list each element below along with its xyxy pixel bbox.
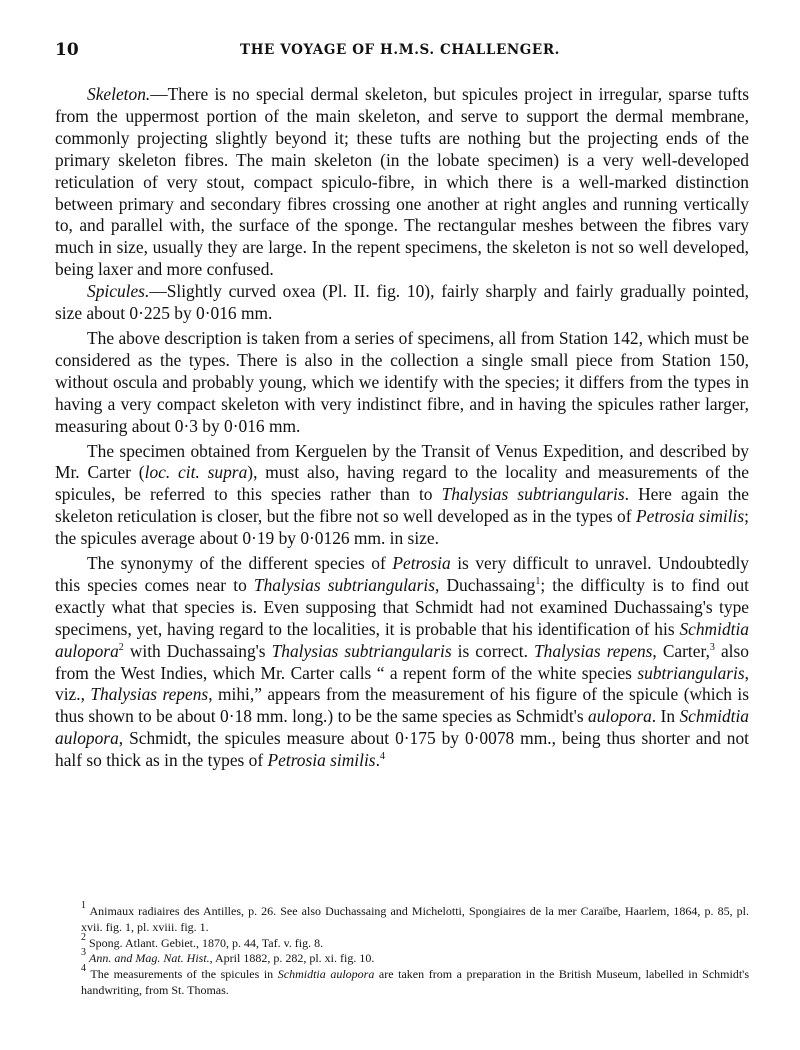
paragraph-synonymy: The synonymy of the different species of Petrosia is very difficult to unravel. Undoubtedly this species comes near to Thalysias subtriangularis, Duchassaing$^1$; the difficulty is to find out exactly what that species is. Even supposing that Schmidt had not examined Duchassaing's type specimens, yet, having regard to the localities, it is probable that his identification of his Schmidtia aulopora$^2$ with Duchassaing's Thalysias subtriangularis is correct. Thalysias repens, Carter,$^3$ also from the West Indies, which Mr. Carter calls “ a repent form of the white species subtriangularis, viz., Thalysias repens, mihi,” appears from the measurement of his figure of the spicule (which is thus shown to be about 0·18 mm. long.) to be the same species as Schmidt's aulopora. In Schmidtia aulopora, Schmidt, the spicules measure about 0·175 by 0·0078 mm., being thus shorter and not half so thick as in the types of Petrosia similis.$^4$ bbox=[55, 553, 750, 771]
main-text bbox=[55, 84, 749, 775]
footnote-2: $^2$ Spong. Atlant. Gebiet., 1870, p. 44, Taf. v. fig. 8. bbox=[81, 931, 324, 950]
page-number: 10 bbox=[55, 40, 79, 60]
paragraph-skeleton bbox=[55, 84, 749, 281]
running-title: THE VOYAGE OF H.M.S. CHALLENGER. bbox=[240, 42, 560, 58]
page-header bbox=[55, 40, 745, 64]
footnotes bbox=[55, 900, 750, 999]
paragraph-text: —There is no special dermal skeleton, but spicules project in irregular, sparse tufts from the uppermost portion of the main skeleton, and serve to support the dermal membrane, commonly projecting slightly beyond it; these tufts are nothing but the projecting ends of the primary skeleton fibres. The main skeleton (in the lobate specimen) is a very well-developed reticulation of very stout, compact spiculo-fibre, in which there is a well-marked distinction between primary and secondary fibres crossing one another at right angles and running vertically to, and parallel with, the surface of the sponge. The rectangular meshes between the fibres vary much in size, usually they are large. In the repent specimens, the skeleton is not so well developed, being laxer and more confused. bbox=[55, 84, 749, 280]
footnote-4: $^4$ The measurements of the spicules in Schmidtia aulopora are taken from a preparation in the British Museum, labelled in Schmidt's handwriting, from St. Thomas. bbox=[81, 963, 749, 997]
footnote-1: $^1$ Animaux radiaires des Antilles, p. 26. See also Duchassaing and Michelotti, Spongiaires de la mer Caraïbe, Haarlem, 1864, p. 85, pl. xvii. fig. 1, pl. xviii. fig. 1. bbox=[81, 900, 750, 934]
paragraph-text: —Slightly curved oxea (Pl. II. fig. 10), fairly sharply and fairly gradually pointed, size about 0·225 by 0·016 mm. bbox=[55, 281, 749, 324]
paragraph-spicules bbox=[55, 281, 749, 325]
footnote-3: $^3$ Ann. and Mag. Nat. Hist., April 1882, p. 282, pl. xi. fig. 10. bbox=[81, 947, 375, 966]
footnote-ref[interactable]: 1 bbox=[535, 575, 541, 587]
section-label-spicules: Spicules. bbox=[87, 281, 150, 302]
paragraph-kerguelen: The specimen obtained from Kerguelen by the Transit of Venus Expedition, and described by Mr. Carter (loc. cit. supra), must also, having regard to the locality and measurements of the spicules, be referred to this species rather than to Thalysias subtriangularis. Here again the skeleton reticulation is closer, but the fibre not so well developed as in the types of Petrosia similis; the spicules average about 0·19 by 0·0126 mm. in size. bbox=[55, 440, 750, 549]
footnote-ref[interactable]: 4 bbox=[379, 751, 385, 763]
section-label-skeleton: Skeleton. bbox=[87, 84, 151, 104]
footnote-ref[interactable]: 3 bbox=[709, 641, 715, 653]
paragraph-types: The above description is taken from a series of specimens, all from Station 142, which must be considered as the types. There is also in the collection a single small piece from Station 150, without oscula and probably young, which we identify with the species; it differs from the types in having a very compact skeleton with very indistinct fibre, and in having the spicules rather larger, measuring about 0·3 by 0·016 mm. bbox=[55, 327, 749, 436]
footnote-ref[interactable]: 2 bbox=[118, 641, 124, 653]
